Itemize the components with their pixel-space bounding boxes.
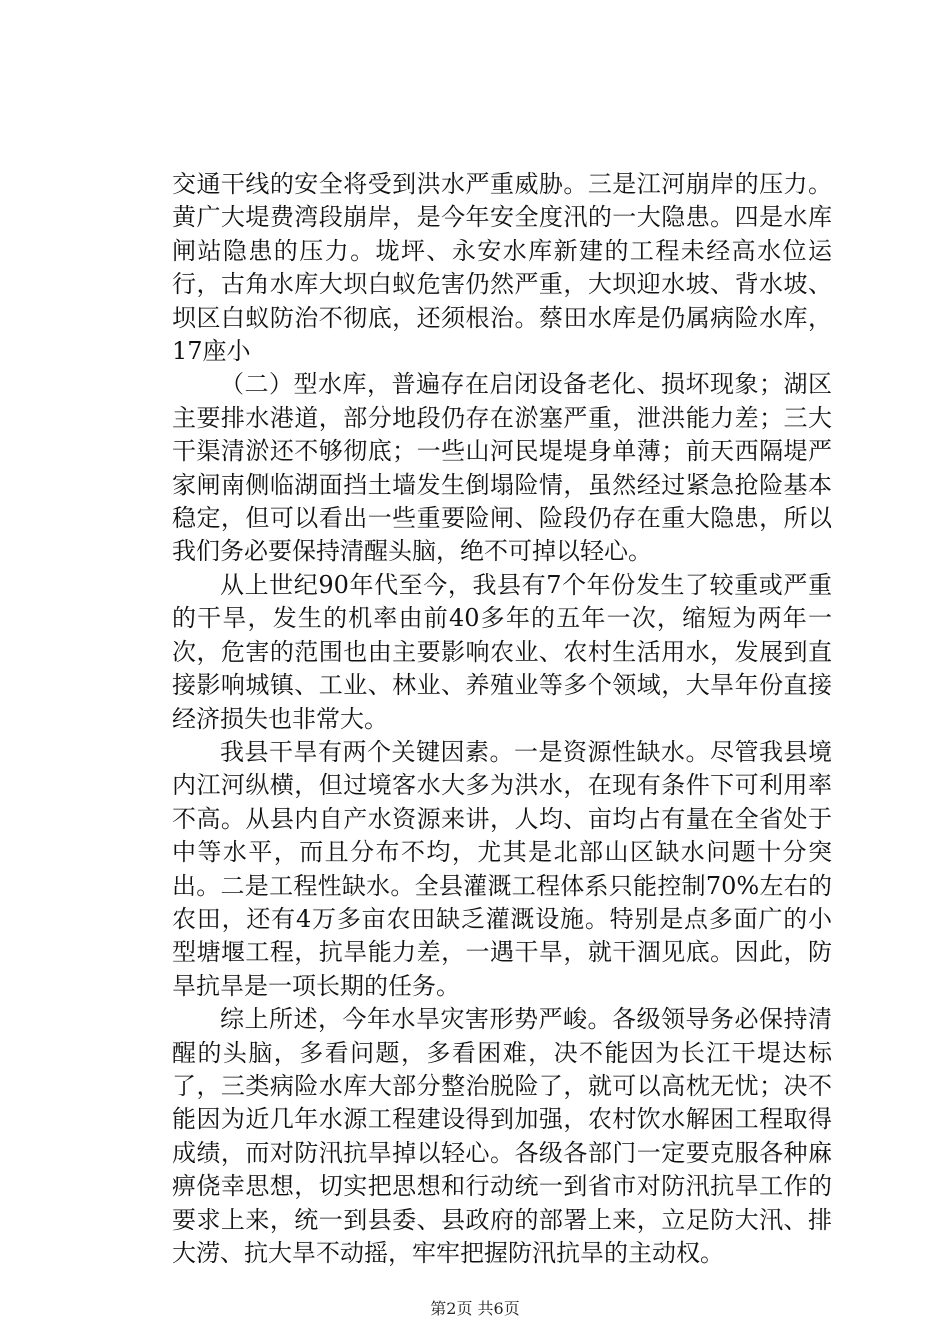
page-number-footer: 第2页 共6页 bbox=[430, 1299, 520, 1318]
paragraph-two: （二）型水库，普遍存在启闭设备老化、损坏现象；湖区主要排水港道，部分地段仍存在淤塞严重，泄洪能力差；三大干渠清淤还不够彻底；一些山河民堤堤身单薄；前天西隔堤严家闸南侧临湖面挡土墙发生倒塌险情，虽然经过紧急抢险基本稳定，但可以看出一些重要险闸、险段仍存在重大隐患，所以我们务必要保持清醒头脑，绝不可掉以轻心。 bbox=[172, 370, 832, 566]
paragraph-summary: 综上所述，今年水旱灾害形势严峻。各级领导务必保持清醒的头脑，多看问题，多看困难，决不能因为长江干堤达标了，三类病险水库大部分整治脱险了，就可以高枕无忧；决不能因为近几年水源工程建设得到加强，农村饮水解困工程取得成绩，而对防汛抗旱掉以轻心。各级各部门一定要克服各种麻痹侥幸思想，切实把思想和行动统一到省市对防汛抗旱工作的要求上来，统一到县委、县政府的部署上来，立足防大汛、排大涝、抗大旱不动摇，牢牢把握防汛抗旱的主动权。 bbox=[172, 1005, 832, 1267]
paragraph-drought-history: 从上世纪90年代至今，我县有7个年份发生了较重或严重的干旱，发生的机率由前40多年的五年一次，缩短为两年一次，危害的范围也由主要影响农业、农村生活用水，发展到直接影响城镇、工业、林业、养殖业等多个领域，大旱年份直接经济损失也非常大。 bbox=[172, 570, 832, 733]
document-body bbox=[172, 168, 832, 1270]
paragraph-drought-factors: 我县干旱有两个关键因素。一是资源性缺水。尽管我县境内江河纵横，但过境客水大多为洪水，在现有条件下可利用率不高。从县内自产水资源来讲，人均、亩均占有量在全省处于中等水平，而且分布不均，尤其是北部山区缺水问题十分突出。二是工程性缺水。全县灌溉工程体系只能控制70%左右的农田，还有4万多亩农田缺乏灌溉设施。特别是点多面广的小型塘堰工程，抗旱能力差，一遇干旱，就干涸见底。因此，防旱抗旱是一项长期的任务。 bbox=[172, 737, 832, 1000]
paragraph-continuation: 交通干线的安全将受到洪水严重威胁。三是江河崩岸的压力。黄广大堤费湾段崩岸，是今年安全度汛的一大隐患。四是水库闸站隐患的压力。垅坪、永安水库新建的工程未经高水位运行，古角水库大坝白蚁危害仍然严重，大坝迎水坡、背水坡、坝区白蚁防治不彻底，还须根治。蔡田水库是仍属病险水库，17座小 bbox=[172, 170, 832, 366]
